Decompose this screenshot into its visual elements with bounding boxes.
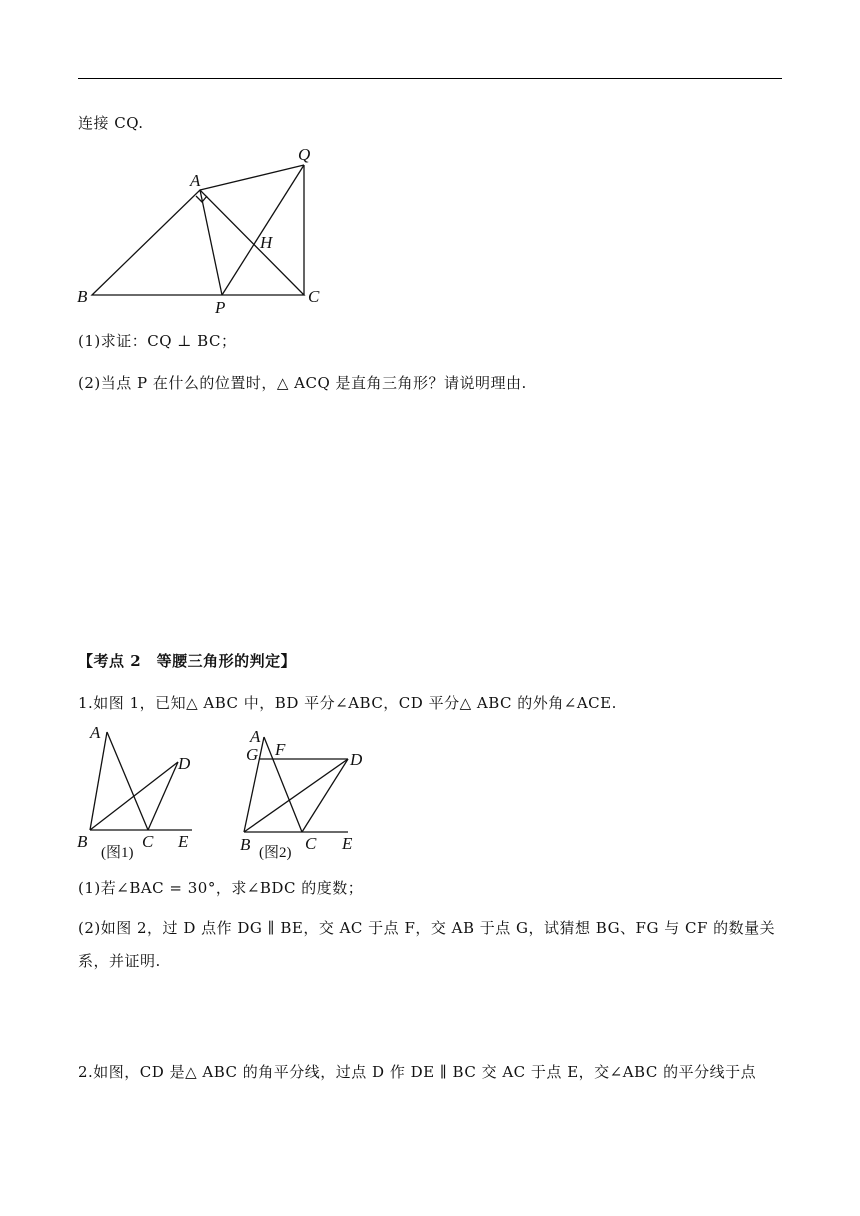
segment-cd (148, 762, 178, 830)
fig2-label-a: A (250, 727, 261, 746)
fig2-label-b: B (240, 835, 251, 854)
fig2-label-f: F (275, 740, 286, 759)
problem-1-question-1: (1)若∠BAC = 30°，求∠BDC 的度数； (78, 879, 364, 897)
header-rule (78, 78, 782, 79)
figure-1 (70, 722, 210, 862)
point-label-h: H (260, 233, 273, 252)
point-label-c: C (308, 287, 320, 306)
problem-2-text: 2.如图，CD 是△ ABC 的角平分线，过点 D 作 DE ∥ BC 交 AC 于点 E，交∠ABC 的平分线于点 (78, 1063, 757, 1081)
problem-1-question-2-line-1: (2)如图 2，过 D 点作 DG ∥ BE，交 AC 于点 F，交 AB 于点 G，试猜想 BG、FG 与 CF 的数量关 (78, 919, 776, 937)
fig2-caption: (图2) (259, 845, 292, 861)
figure-2 (232, 722, 382, 862)
segment-ap (200, 190, 222, 295)
segment-ba (90, 732, 107, 830)
segment-ac (107, 732, 148, 830)
problem-1-question-2-line-2: 系，并证明. (78, 952, 161, 970)
connect-cq-text: 连接 CQ. (78, 114, 144, 132)
question-1-text: (1)求证：CQ ⊥ BC； (78, 332, 237, 350)
point-label-p: P (215, 298, 226, 317)
fig1-label-d: D (178, 754, 191, 773)
fig1-label-c: C (142, 832, 154, 851)
question-2-text: (2)当点 P 在什么的位置时，△ ACQ 是直角三角形？请说明理由. (78, 374, 527, 392)
fig2-label-e: E (342, 834, 353, 853)
point-label-q: Q (298, 145, 311, 164)
segment-cd (302, 759, 348, 832)
segment-bd (244, 759, 348, 832)
fig2-label-d: D (350, 750, 363, 769)
segment-pq (222, 165, 304, 295)
figure-triangle-abc-pq (70, 140, 340, 320)
fig1-label-e: E (178, 832, 189, 851)
fig2-label-c: C (305, 834, 317, 853)
point-label-b: B (77, 287, 88, 306)
fig1-label-a: A (90, 723, 101, 742)
section-heading: 【考点 2 等腰三角形的判定】 (78, 652, 297, 670)
segment-aq (200, 165, 304, 190)
fig1-label-b: B (77, 832, 88, 851)
segment-bd (90, 762, 178, 830)
problem-1-text: 1.如图 1，已知△ ABC 中，BD 平分∠ABC，CD 平分△ ABC 的外角∠ACE. (78, 694, 617, 712)
fig1-caption: (图1) (101, 845, 134, 861)
point-label-a: A (190, 171, 201, 190)
fig2-label-g: G (246, 745, 259, 764)
